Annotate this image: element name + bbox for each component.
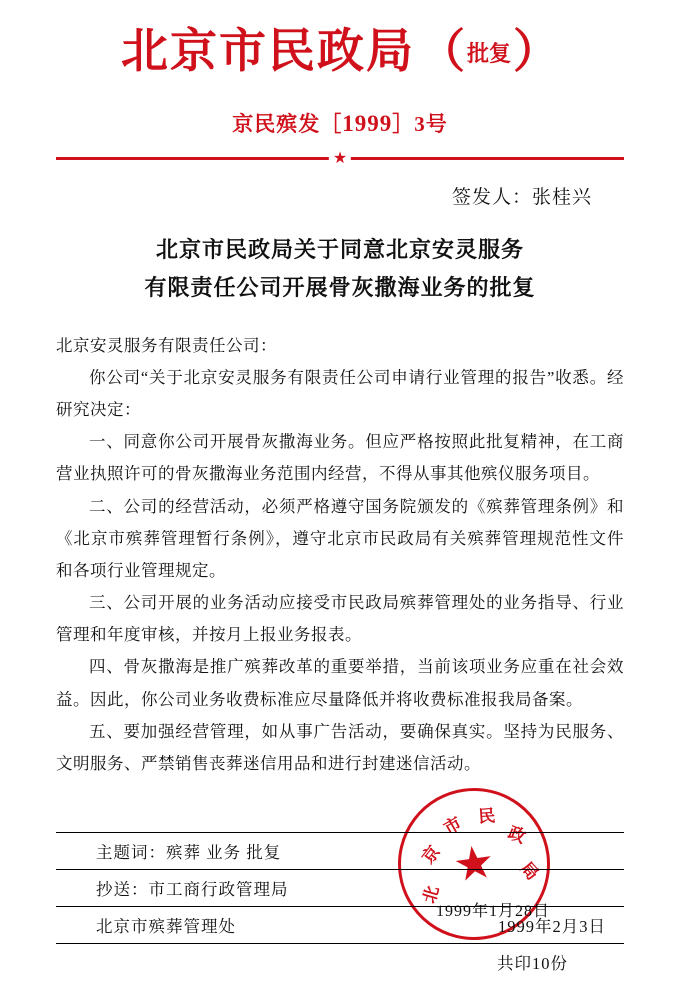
document-footer — [56, 832, 624, 974]
page-title-line-1: 北京市民政局关于同意北京安灵服务 — [155, 236, 524, 262]
signer-line: 签发人：张桂兴 — [451, 186, 592, 208]
document-number — [56, 108, 624, 138]
seal-char-2: 京 — [418, 842, 444, 868]
document-number-prefix: 京民殡发［ — [232, 111, 343, 136]
document-number-suffix: ］3号 — [392, 111, 448, 136]
body-paragraph-4: 四、骨灰撒海是推广殡葬改革的重要举措，当前该项业务应重在社会效益。因此，你公司业务收费标准应尽量降低并将收费标准报我局备案。 — [56, 657, 624, 709]
seal-char-4: 民 — [477, 806, 496, 827]
footer-issue-date: 1999年2月3日 — [498, 917, 606, 936]
organization-title: 北京市民政局 — [120, 24, 415, 79]
document-body — [56, 330, 624, 780]
body-paragraph-3: 三、公司开展的业务活动应接受市民政局殡葬管理处的业务指导、行业管理和年度审核，并按月上报业务报表。 — [56, 593, 624, 645]
paren-open: （ — [418, 24, 465, 78]
footer-print-count: 共印10份 — [497, 954, 568, 973]
seal-char-5: 政 — [505, 823, 529, 848]
org-title-row — [56, 26, 624, 78]
body-paragraph-1: 一、同意你公司开展骨灰撒海业务。但应严格按照此批复精神，在工商营业执照许可的骨灰撒海业务范围内经营，不得从事其他殡仪服务项目。 — [56, 432, 624, 484]
seal-char-6: 局 — [516, 858, 543, 884]
star-icon: ★ — [329, 153, 351, 165]
footer-issuer-row — [56, 907, 624, 943]
seal-char-3: 市 — [440, 813, 465, 839]
document-type-label: 批复 — [466, 41, 511, 67]
document-header — [56, 0, 624, 209]
seal-char-1: 北 — [419, 883, 443, 906]
footer-issuer: 北京市殡葬管理处 — [96, 917, 236, 936]
addressee-line: 北京安灵服务有限责任公司： — [56, 335, 277, 355]
seal-date: 1999年1月28日 — [435, 903, 550, 921]
red-separator-rule — [56, 149, 624, 168]
body-paragraph-5: 五、要加强经营管理，如从事广告活动，要确保真实。坚持为民服务、文明服务、严禁销售丧葬迷信用品和进行封建迷信活动。 — [56, 721, 624, 773]
footer-copy-to: 抄送：市工商行政管理局 — [96, 880, 289, 899]
document-type-group — [418, 24, 559, 78]
page-title — [56, 231, 624, 308]
seal-star-icon: ★ — [449, 835, 498, 892]
body-paragraph-2: 二、公司的经营活动，必须严格遵守国务院颁发的《殡葬管理条例》和《北京市殡葬管理暂行条例》，遵守北京市民政局有关殡葬管理规范性文件和各项行业管理规定。 — [56, 496, 624, 580]
body-paragraph-0: 你公司“关于北京安灵服务有限责任公司申请行业管理的报告”收悉。经研究决定： — [56, 367, 624, 420]
page-title-line-2: 有限责任公司开展骨灰撒海业务的批复 — [144, 275, 536, 301]
footer-keywords: 主题词：殡葬 业务 批复 — [96, 843, 282, 862]
paren-close: ） — [513, 24, 559, 78]
document-number-year: 1999 — [342, 110, 393, 136]
